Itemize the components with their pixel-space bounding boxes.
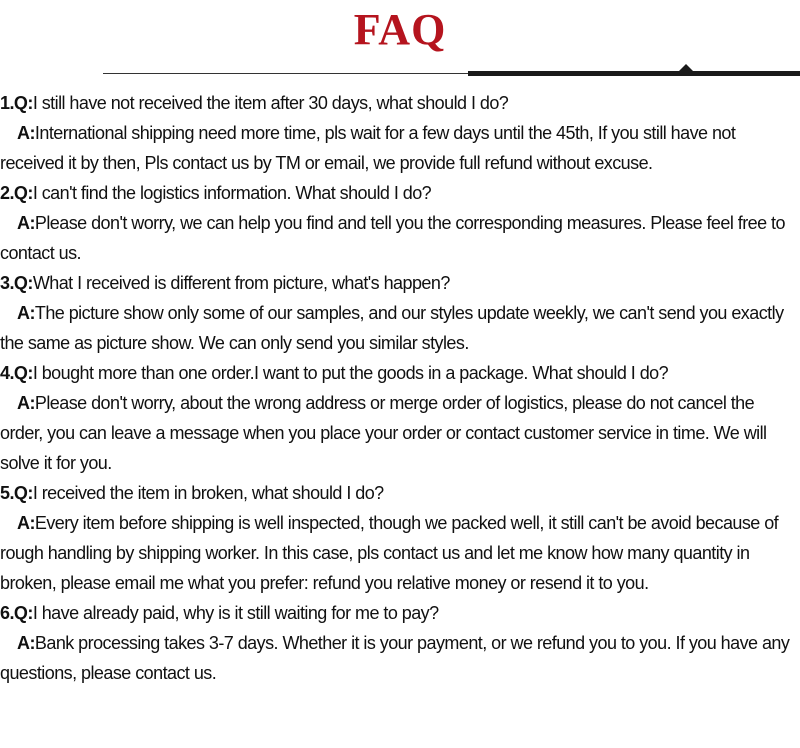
answer-text: International shipping need more time, pls wait for a few days until the 45th, If you still have not received it by then, Pls contact us by TM or email, we provide full refund without excuse. <box>0 123 736 173</box>
faq-item <box>0 88 800 178</box>
question-label: 1.Q: <box>0 93 33 113</box>
divider-notch-icon <box>678 64 694 72</box>
faq-answer <box>0 118 800 178</box>
answer-text: Please don't worry, about the wrong address or merge order of logistics, please do not cancel the order, you can leave a message when you place your order or contact customer service in time. We will solve it for you. <box>0 393 767 473</box>
faq-item <box>0 268 800 358</box>
question-label: 6.Q: <box>0 603 33 623</box>
faq-question <box>0 358 800 388</box>
faq-answer <box>0 208 800 268</box>
faq-question <box>0 478 800 508</box>
faq-answer <box>0 628 800 688</box>
question-text: I received the item in broken, what should I do? <box>32 483 384 503</box>
faq-answer <box>0 298 800 358</box>
question-text: I bought more than one order.I want to put the goods in a package. What should I do? <box>32 363 669 383</box>
answer-text: The picture show only some of our samples, and our styles update weekly, we can't send you exactly the same as picture show. We can only send you similar styles. <box>0 303 784 353</box>
answer-label: A: <box>17 393 35 413</box>
answer-label: A: <box>17 213 35 233</box>
answer-text: Please don't worry, we can help you find and tell you the corresponding measures. Please feel free to contact us. <box>0 213 785 263</box>
faq-list <box>0 88 800 688</box>
faq-item <box>0 478 800 598</box>
page-title: FAQ <box>353 5 447 54</box>
question-label: 5.Q: <box>0 483 33 503</box>
question-text: I can't find the logistics information. What should I do? <box>32 183 432 203</box>
question-text: What I received is different from picture, what's happen? <box>32 273 450 293</box>
faq-question <box>0 88 800 118</box>
question-label: 3.Q: <box>0 273 33 293</box>
answer-label: A: <box>17 633 35 653</box>
title-divider-thin <box>103 73 468 74</box>
faq-question <box>0 178 800 208</box>
answer-text: Bank processing takes 3-7 days. Whether it is your payment, or we refund you to you. If you have any questions, please contact us. <box>0 633 790 683</box>
question-text: I have already paid, why is it still waiting for me to pay? <box>32 603 439 623</box>
question-text: I still have not received the item after 30 days, what should I do? <box>32 93 509 113</box>
faq-question <box>0 268 800 298</box>
faq-answer <box>0 508 800 598</box>
answer-label: A: <box>17 303 35 323</box>
faq-item <box>0 178 800 268</box>
faq-answer <box>0 388 800 478</box>
title-divider-thick <box>468 71 800 76</box>
faq-question <box>0 598 800 628</box>
answer-text: Every item before shipping is well inspected, though we packed well, it still can't be avoid because of rough handling by shipping worker. In this case, pls contact us and let me know how many quantity in broken, please email me what you prefer: refund you relative money or resend it to you. <box>0 513 779 593</box>
answer-label: A: <box>17 513 35 533</box>
question-label: 4.Q: <box>0 363 33 383</box>
answer-label: A: <box>17 123 35 143</box>
question-label: 2.Q: <box>0 183 33 203</box>
faq-item <box>0 358 800 478</box>
faq-item <box>0 598 800 688</box>
